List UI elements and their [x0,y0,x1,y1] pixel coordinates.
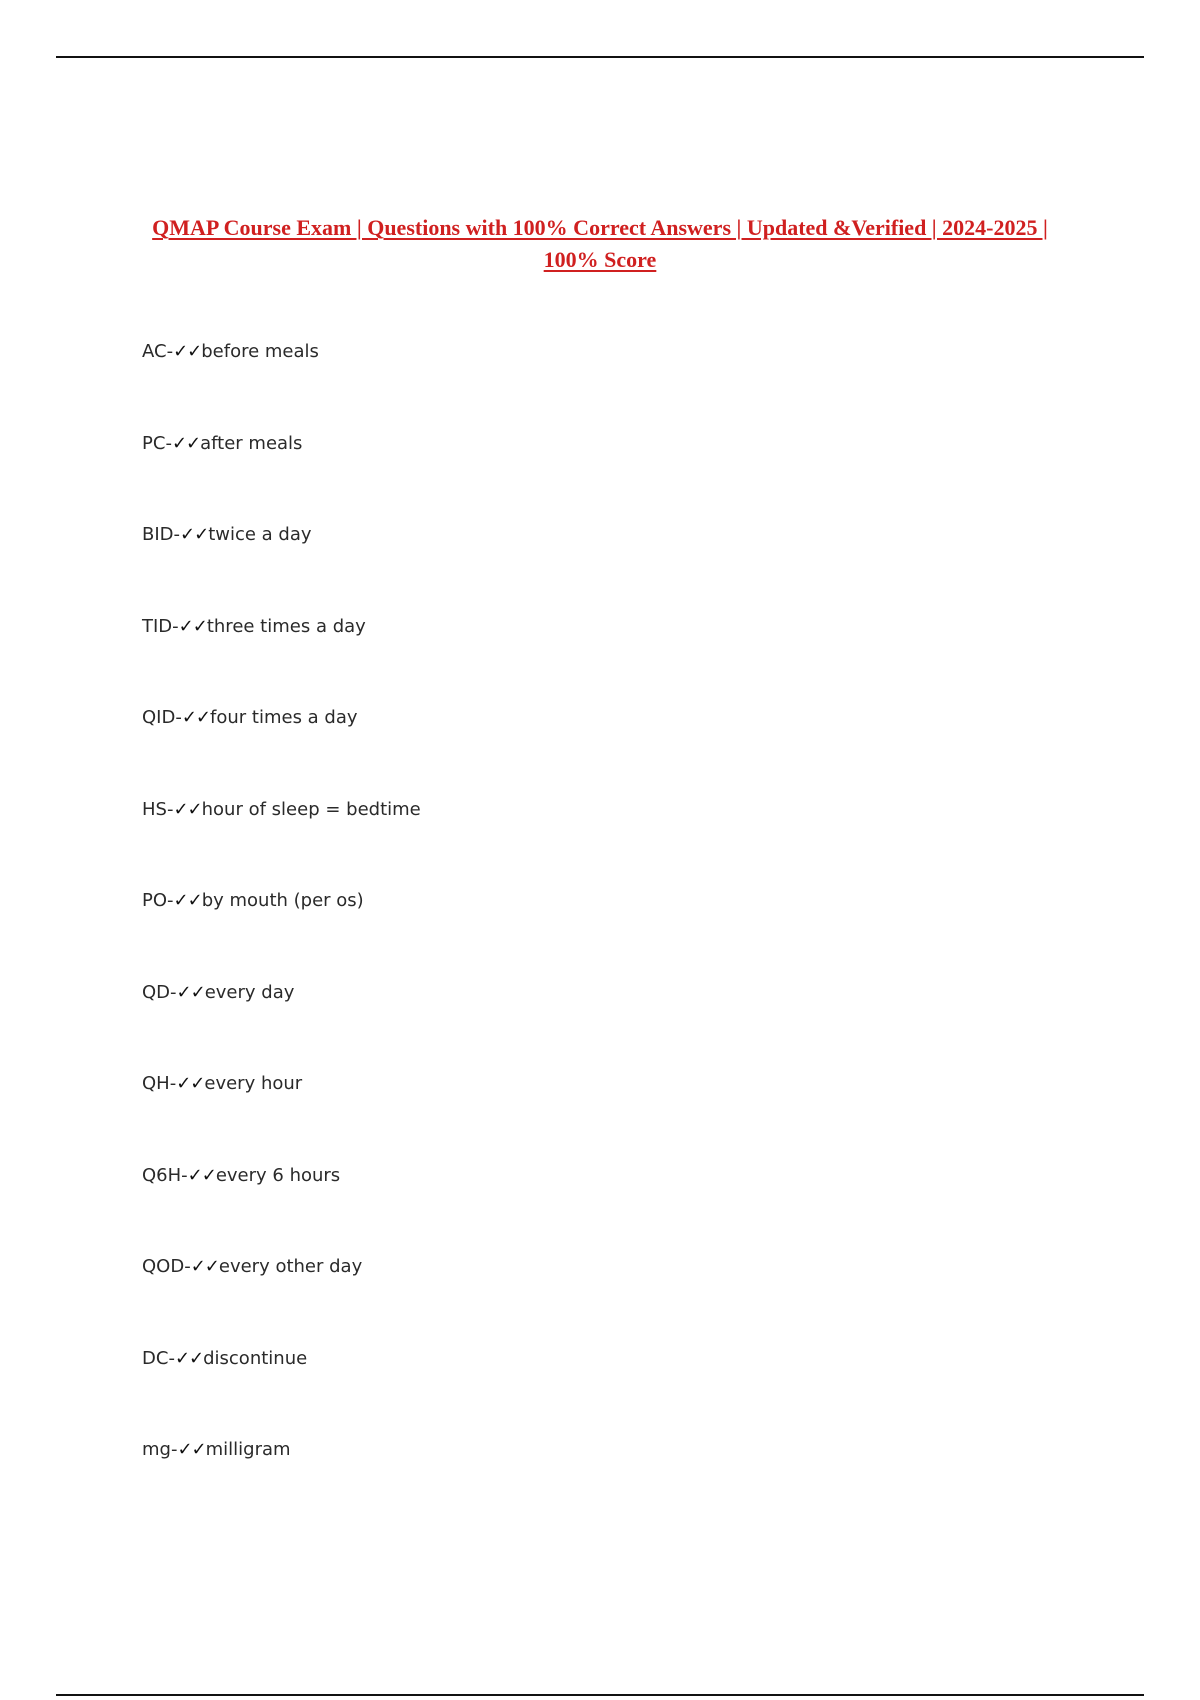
qa-term: mg [142,1439,171,1460]
qa-answer: discontinue [203,1347,308,1369]
qa-separator: - [181,1164,188,1186]
qa-separator: - [175,707,182,728]
qa-separator: - [173,524,181,545]
qa-separator: - [168,1347,175,1369]
qa-answer: every other day [218,1256,363,1277]
qa-answer: by mouth (per os) [201,890,364,911]
double-check-icon: ✓✓ [173,798,202,820]
qa-term: QH [142,1073,170,1094]
qa-term: PO [142,890,168,911]
qa-answer: milligram [205,1439,291,1460]
double-check-icon: ✓✓ [187,1164,216,1186]
qa-separator: - [184,1256,191,1277]
qa-item [142,523,942,615]
qa-separator: - [172,615,179,637]
qa-item [142,889,942,981]
double-check-icon: ✓✓ [177,1439,206,1460]
qa-list [142,340,942,1530]
qa-answer: before meals [201,341,319,362]
qa-separator: - [166,798,174,820]
qa-item [142,1438,942,1530]
qa-term: HS [142,798,167,820]
double-check-icon: ✓✓ [190,1256,219,1277]
qa-term: Q6H [142,1164,182,1186]
double-check-icon: ✓✓ [176,1073,205,1094]
qa-separator: - [170,981,177,1003]
qa-answer: hour of sleep = bedtime [201,798,421,820]
qa-answer: four times a day [210,707,358,728]
qa-item [142,1255,942,1347]
qa-item [142,340,942,432]
qa-term: QID [142,707,176,728]
qa-term: QOD [142,1256,185,1277]
qa-item [142,432,942,524]
double-check-icon: ✓✓ [180,524,209,545]
qa-term: PC [142,432,166,454]
qa-item [142,706,942,798]
qa-term: BID [142,524,174,545]
double-check-icon: ✓✓ [173,890,202,911]
double-check-icon: ✓✓ [171,432,201,454]
double-check-icon: ✓✓ [178,615,207,637]
document-title: QMAP Course Exam | Questions with 100% Correct Answers | Updated &Verified | 2024-2025 | 100% Score [152,215,1048,272]
qa-term: AC [142,341,167,362]
qa-answer: every hour [204,1073,303,1094]
footer-rule [56,1694,1144,1696]
qa-term: QD [142,981,171,1003]
qa-answer: after meals [200,432,303,454]
qa-item [142,1347,942,1439]
double-check-icon: ✓✓ [181,707,211,728]
qa-separator: - [170,1439,178,1460]
qa-separator: - [169,1073,177,1094]
qa-item [142,798,942,890]
qa-answer: twice a day [208,524,312,545]
double-check-icon: ✓✓ [174,1347,204,1369]
qa-separator: - [165,432,172,454]
qa-term: TID [142,615,173,637]
qa-separator: - [167,890,174,911]
qa-answer: three times a day [206,615,366,637]
qa-term: DC [142,1347,169,1369]
qa-item [142,981,942,1073]
header-rule [56,56,1144,58]
double-check-icon: ✓✓ [173,341,202,362]
qa-item [142,615,942,707]
double-check-icon: ✓✓ [176,981,205,1003]
qa-answer: every 6 hours [215,1164,341,1186]
qa-item [142,1072,942,1164]
qa-separator: - [166,341,174,362]
qa-answer: every day [204,981,295,1003]
qa-item [142,1164,942,1256]
